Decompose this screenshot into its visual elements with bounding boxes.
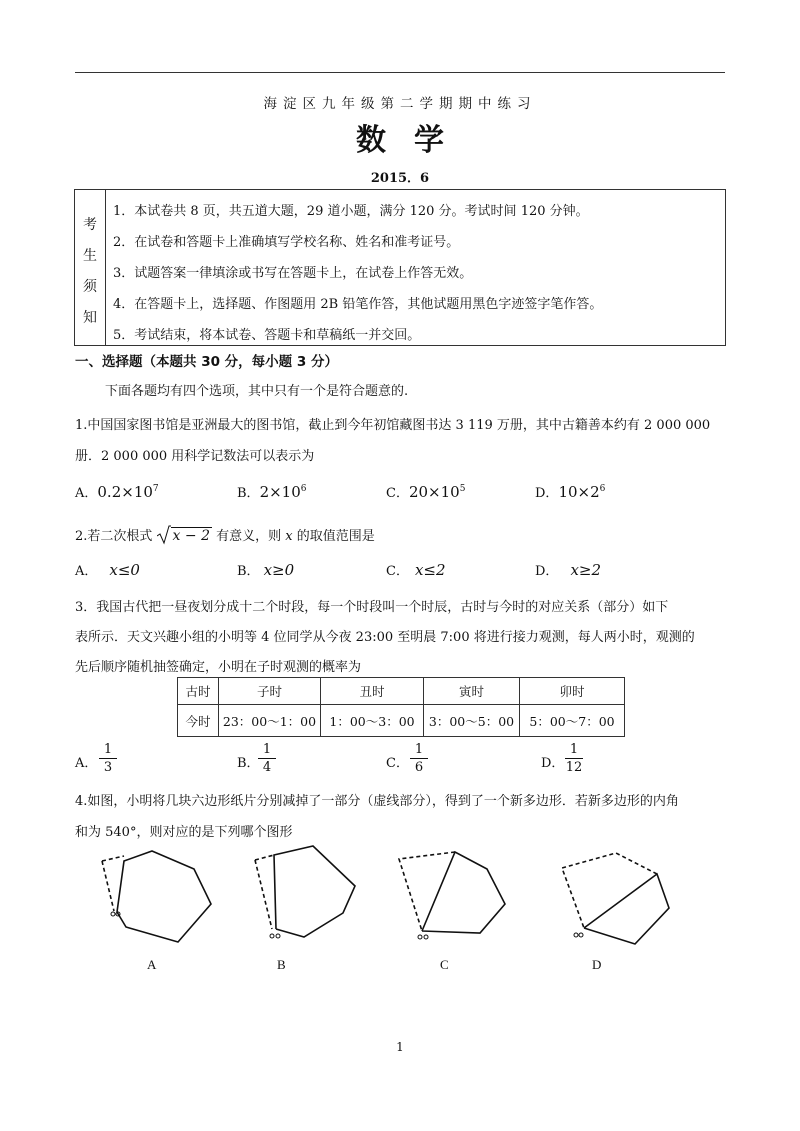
- q3-text-line3: 先后顺序随机抽签确定，小明在子时观测的概率为: [75, 660, 362, 675]
- choice-letter: D．: [535, 564, 559, 579]
- notice-heading-char: 知: [83, 310, 97, 326]
- page-title: 数学: [356, 123, 472, 158]
- hexagon-figure-b: [255, 846, 355, 938]
- table-cell: 5：00～7：00: [520, 705, 625, 737]
- section-intro: 下面各题均有四个选项，其中只有一个是符合题意的.: [105, 384, 409, 399]
- table-cell: 丑时: [321, 678, 424, 705]
- q1-text-line2: 册．2 000 000 用科学记数法可以表示为: [75, 449, 315, 464]
- fraction-denominator: 4: [262, 760, 272, 775]
- notice-heading-char: 生: [83, 248, 97, 264]
- choice-letter: B．: [237, 564, 260, 579]
- q3-choice-a-letter: A．: [75, 756, 98, 771]
- q4-text-line1: 4.如图，小明将几块六边形纸片分别减掉了一部分（虚线部分），得到了一个新多边形．若新多边形的内角: [75, 794, 679, 809]
- exam-date: 2015．6: [370, 171, 430, 186]
- notice-item: 3．试题答案一律填涂或书写在答题卡上，在试卷上作答无效。: [113, 266, 473, 281]
- table-cell: 古时: [178, 678, 219, 705]
- q3-choice-d-letter: D．: [541, 756, 565, 771]
- hexagon-figure-c: [399, 852, 505, 939]
- notice-item: 5．考试结束，将本试卷、答题卡和草稿纸一并交回。: [113, 328, 421, 343]
- choice-letter: C．: [386, 564, 409, 579]
- radicand: x − 2: [172, 528, 210, 544]
- table-cell: 23：00～1：00: [219, 705, 321, 737]
- exam-subtitle: 海淀区九年级第二学期期中练习: [263, 96, 537, 112]
- notice-heading-char: 须: [83, 279, 97, 295]
- choice-expr: 2×10: [259, 483, 301, 501]
- scissors-icon: [574, 933, 583, 937]
- choice-expr: 20×10: [408, 483, 460, 501]
- choice-expr: x≥2: [570, 561, 602, 579]
- q1-text-line1: 1.中国国家图书馆是亚洲最大的图书馆，截止到今年初馆藏图书达 3 119 万册，其中古籍善本约有 2 000 000: [75, 418, 711, 433]
- q3-text-line1: 3．我国古代把一昼夜划分成十二个时段，每一个时段叫一个时辰，古时与今时的对应关系（部分）如下: [75, 600, 669, 615]
- fraction-denominator: 6: [414, 760, 424, 775]
- table-cell: 1：00～3：00: [321, 705, 424, 737]
- choice-letter: B．: [237, 486, 260, 501]
- fraction-denominator: 3: [103, 760, 113, 775]
- choice-exponent: 6: [599, 484, 606, 494]
- fraction-numerator: 1: [262, 742, 272, 757]
- q4-text-line2: 和为 540°，则对应的是下列哪个图形: [75, 825, 293, 840]
- q2-post: 有意义，则: [216, 529, 282, 544]
- choice-exponent: 7: [152, 484, 159, 494]
- table-cell: 卯时: [520, 678, 625, 705]
- choice-expr: 0.2×10: [97, 483, 153, 501]
- fraction-numerator: 1: [103, 742, 113, 757]
- choice-letter: A．: [75, 486, 98, 501]
- fraction-numerator: 1: [414, 742, 424, 757]
- q3-choice-b-letter: B．: [237, 756, 260, 771]
- q2-variable: x: [285, 529, 293, 544]
- choice-letter: C．: [386, 486, 409, 501]
- table-cell: 3：00～5：00: [424, 705, 520, 737]
- scissors-icon: [418, 935, 428, 939]
- table-cell: 寅时: [424, 678, 520, 705]
- choice-exponent: 6: [300, 484, 307, 494]
- hexagon-figure-a: [102, 851, 211, 942]
- notice-item: 2．在试卷和答题卡上准确填写学校名称、姓名和准考证号。: [113, 235, 460, 250]
- q2-pre: 2.若二次根式: [75, 529, 153, 544]
- hexagon-figure-d: [562, 853, 669, 944]
- choice-expr: x≥0: [263, 561, 295, 579]
- choice-letter: A．: [75, 564, 98, 579]
- section-heading: 一、选择题（本题共 30 分，每小题 3 分）: [75, 354, 338, 370]
- choice-letter: D．: [535, 486, 559, 501]
- choice-expr: 10×2: [558, 483, 600, 501]
- notice-heading-char: 考: [83, 217, 97, 233]
- figure-label-d: D: [592, 957, 602, 972]
- q3-choice-c-letter: C．: [386, 756, 409, 771]
- q3-text-line2: 表所示．天文兴趣小组的小明等 4 位同学从今夜 23:00 至明晨 7:00 将进行接力观测，每人两小时，观测的: [75, 630, 695, 645]
- page-number: 1: [396, 1040, 404, 1054]
- notice-item: 1．本试卷共 8 页，共五道大题，29 道小题，满分 120 分。考试时间 120 分钟。: [113, 204, 589, 219]
- figure-label-b: B: [277, 957, 286, 972]
- choice-expr: x≤0: [109, 561, 140, 579]
- fraction-denominator: 12: [565, 760, 583, 775]
- table-cell: 今时: [178, 705, 219, 737]
- figure-label-c: C: [440, 957, 449, 972]
- choice-exponent: 5: [459, 484, 466, 494]
- notice-item: 4．在答题卡上，选择题、作图题用 2B 铅笔作答，其他试题用黑色字迹签字笔作答。: [113, 297, 603, 312]
- table-cell: 子时: [219, 678, 321, 705]
- fraction-numerator: 1: [569, 742, 579, 757]
- scissors-icon: [270, 934, 280, 938]
- figure-label-a: A: [147, 957, 157, 972]
- q2-post2: 的取值范围是: [296, 529, 375, 544]
- choice-expr: x≤2: [414, 561, 446, 579]
